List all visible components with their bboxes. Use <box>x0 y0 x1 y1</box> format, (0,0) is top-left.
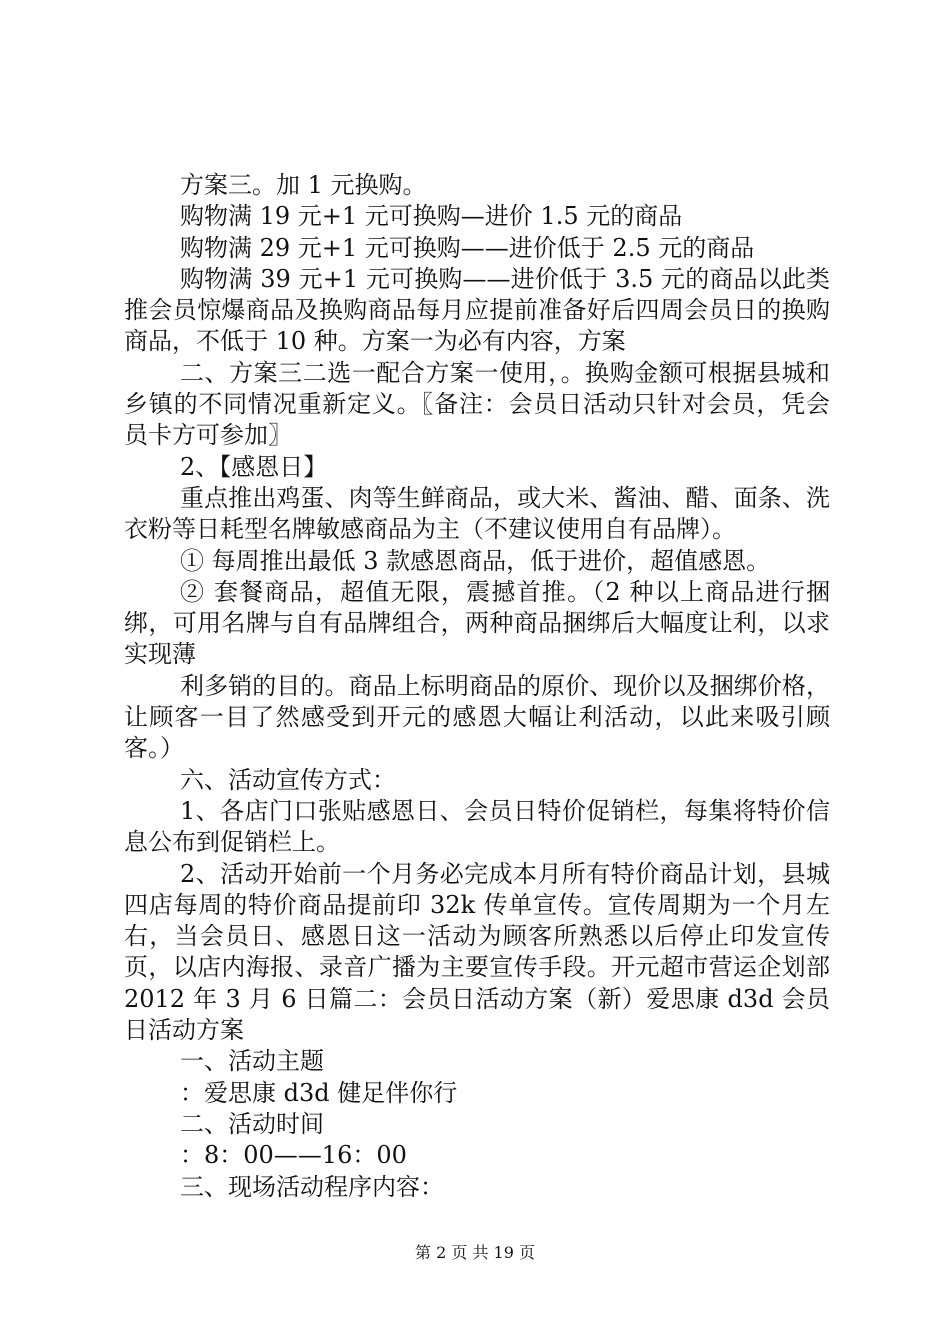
page-number-footer: 第 2 页 共 19 页 <box>415 1243 535 1262</box>
paragraph: ：8：00——16：00 <box>180 1141 407 1170</box>
list-item: 2、活动开始前一个月务必完成本月所有特价商品计划，县城四店每周的特价商品提前印 32k 传单宣传。宣传周期为一个月左右，当会员日、感恩日这一活动为顾客所熟悉以后停止印发宣传页，以店内海报、录音广播为主要宣传手段。开元超市营运企划部 2012 年 3 月 6 日篇二：会员日活动方案（新）爱思康 d3d 会员日活动方案 <box>124 859 830 1045</box>
paragraph: 重点推出鸡蛋、肉等生鲜商品，或大米、酱油、醋、面条、洗衣粉等日耗型名牌敏感商品为主（不建议使用自有品牌）。 <box>124 483 830 544</box>
document-body <box>124 170 830 1203</box>
paragraph: 二、方案三二选一配合方案一使用，。换购金额可根据县城和乡镇的不同情况重新定义。〖备注：会员日活动只针对会员，凭会员卡方可参加〗 <box>124 358 830 450</box>
section-heading: 2、【感恩日】 <box>180 452 328 481</box>
section-heading: 六、活动宣传方式： <box>180 765 396 794</box>
list-item: ② 套餐商品，超值无限，震撼首推。（2 种以上商品进行捆绑，可用名牌与自有品牌组合，两种商品捆绑后大幅度让利，以求实现薄 <box>124 577 830 669</box>
paragraph: ：爱思康 d3d 健足伴你行 <box>180 1078 458 1107</box>
list-item: 1、各店门口张贴感恩日、会员日特价促销栏，每集将特价信息公布到促销栏上。 <box>124 796 830 857</box>
section-heading: 三、现场活动程序内容： <box>180 1172 444 1201</box>
paragraph: 购物满 39 元+1 元可换购——进价低于 3.5 元的商品以此类推会员惊爆商品及换购商品每月应提前准备好后四周会员日的换购商品，不低于 10 种。方案一为必有内容，方案 <box>124 264 830 356</box>
list-item: ① 每周推出最低 3 款感恩商品，低于进价，超值感恩。 <box>180 546 771 575</box>
paragraph: 购物满 29 元+1 元可换购——进价低于 2.5 元的商品 <box>180 233 755 262</box>
paragraph: 利多销的目的。商品上标明商品的原价、现价以及捆绑价格，让顾客一目了然感受到开元的感恩大幅让利活动，以此来吸引顾客。） <box>124 671 830 763</box>
paragraph: 方案三。加 1 元换购。 <box>180 171 427 199</box>
section-heading: 一、活动主题 <box>180 1047 324 1076</box>
paragraph: 购物满 19 元+1 元可换购—进价 1.5 元的商品 <box>180 202 683 231</box>
section-heading: 二、活动时间 <box>180 1109 324 1138</box>
